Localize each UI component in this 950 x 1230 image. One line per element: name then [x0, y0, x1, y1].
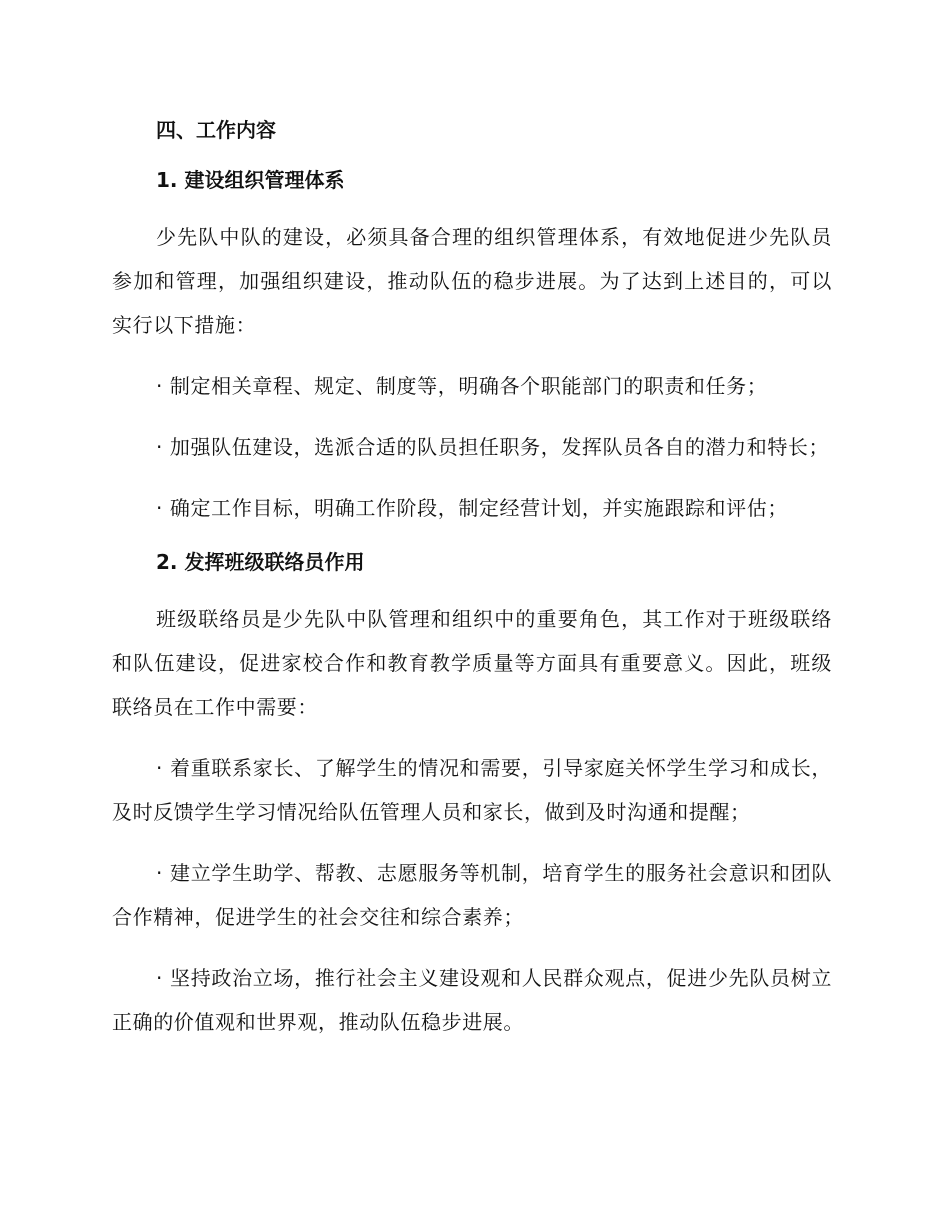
subsection-2-bullet-1: · 着重联系家长、了解学生的情况和需要，引导家庭关怀学生学习和成长，及时反馈学生学习情况给队伍管理人员和家长，做到及时沟通和提醒；: [112, 756, 832, 824]
subsection-2-intro: 班级联络员是少先队中队管理和组织中的重要角色，其工作对于班级联络和队伍建设，促进家校合作和教育教学质量等方面具有重要意义。因此，班级联络员在工作中需要：: [112, 607, 832, 719]
subsection-1-intro: 少先队中队的建设，必须具备合理的组织管理体系，有效地促进少先队员参加和管理，加强组织建设，推动队伍的稳步进展。为了达到上述目的，可以实行以下措施：: [112, 225, 832, 337]
subsection-1-title: 1. 建设组织管理体系: [156, 168, 345, 192]
subsection-1-bullet-2: · 加强队伍建设，选派合适的队员担任职务，发挥队员各自的潜力和特长；: [156, 435, 830, 459]
subsection-1-bullet-1: · 制定相关章程、规定、制度等，明确各个职能部门的职责和任务；: [156, 374, 768, 398]
subsection-2-title: 2. 发挥班级联络员作用: [156, 550, 365, 574]
document-body: [112, 112, 832, 1044]
subsection-1-bullet-3: · 确定工作目标，明确工作阶段，制定经营计划，并实施跟踪和评估；: [156, 496, 788, 520]
subsection-2-bullet-2: · 建立学生助学、帮教、志愿服务等机制，培育学生的服务社会意识和团队合作精神，促进学生的社会交往和综合素养；: [112, 861, 832, 929]
section-title: 四、工作内容: [156, 118, 276, 142]
subsection-2-bullet-3: · 坚持政治立场，推行社会主义建设观和人民群众观点，促进少先队员树立正确的价值观和世界观，推动队伍稳步进展。: [112, 966, 832, 1034]
